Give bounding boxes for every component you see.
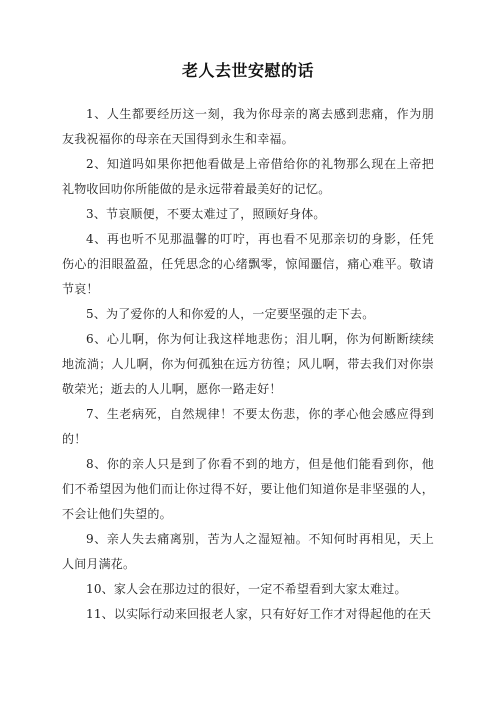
document-title: 老人去世安慰的话 bbox=[181, 61, 314, 80]
paragraph-11: 11、以实际行动来回报老人家，只有好好工作才对得起他的在天 bbox=[86, 607, 432, 621]
paragraph-7: 7、生老病死，自然规律！不要太伤悲，你的孝心他会感应得到的！ bbox=[62, 407, 434, 446]
document-body bbox=[62, 102, 434, 627]
paragraph-8: 8、你的亲人只是到了你看不到的地方，但是他们能看到你，他们不希望因为他们而让你过得不好，要让他们知道你是非坚强的人，不会让他们失望的。 bbox=[62, 457, 434, 521]
paragraph-9: 9、亲人失去痛离别，苦为人之湿短袖。不知何时再相见，天上人间月满花。 bbox=[62, 532, 434, 571]
paragraph-1: 1、人生都要经历这一刻，我为你母亲的离去感到悲痛，作为朋友我祝福你的母亲在天国得到永生和幸福。 bbox=[62, 107, 434, 146]
paragraph-2: 2、知道吗如果你把他看做是上帝借给你的礼物那么现在上帝把礼物收回叻你所能做的是永远带着最美好的记忆。 bbox=[62, 157, 434, 196]
paragraph-3: 3、节哀顺便，不要太难过了，照顾好身体。 bbox=[86, 207, 326, 221]
paragraph-10: 10、家人会在那边过的很好，一定不希望看到大家太难过。 bbox=[86, 582, 407, 596]
paragraph-5: 5、为了爱你的人和你爱的人，一定要坚强的走下去。 bbox=[86, 307, 375, 321]
paragraph-6: 6、心儿啊，你为何让我这样地悲伤；泪儿啊，你为何断断续续地流淌；人儿啊，你为何孤独在远方彷徨；风儿啊，带去我们对你崇敬荣光；逝去的人儿啊，愿你一路走好！ bbox=[62, 332, 434, 396]
paragraph-4: 4、再也听不见那温馨的叮咛，再也看不见那亲切的身影，任凭伤心的泪眼盈盈，任凭思念的心绪飘零，惊闻噩信，痛心难平。敬请节哀！ bbox=[62, 232, 434, 296]
